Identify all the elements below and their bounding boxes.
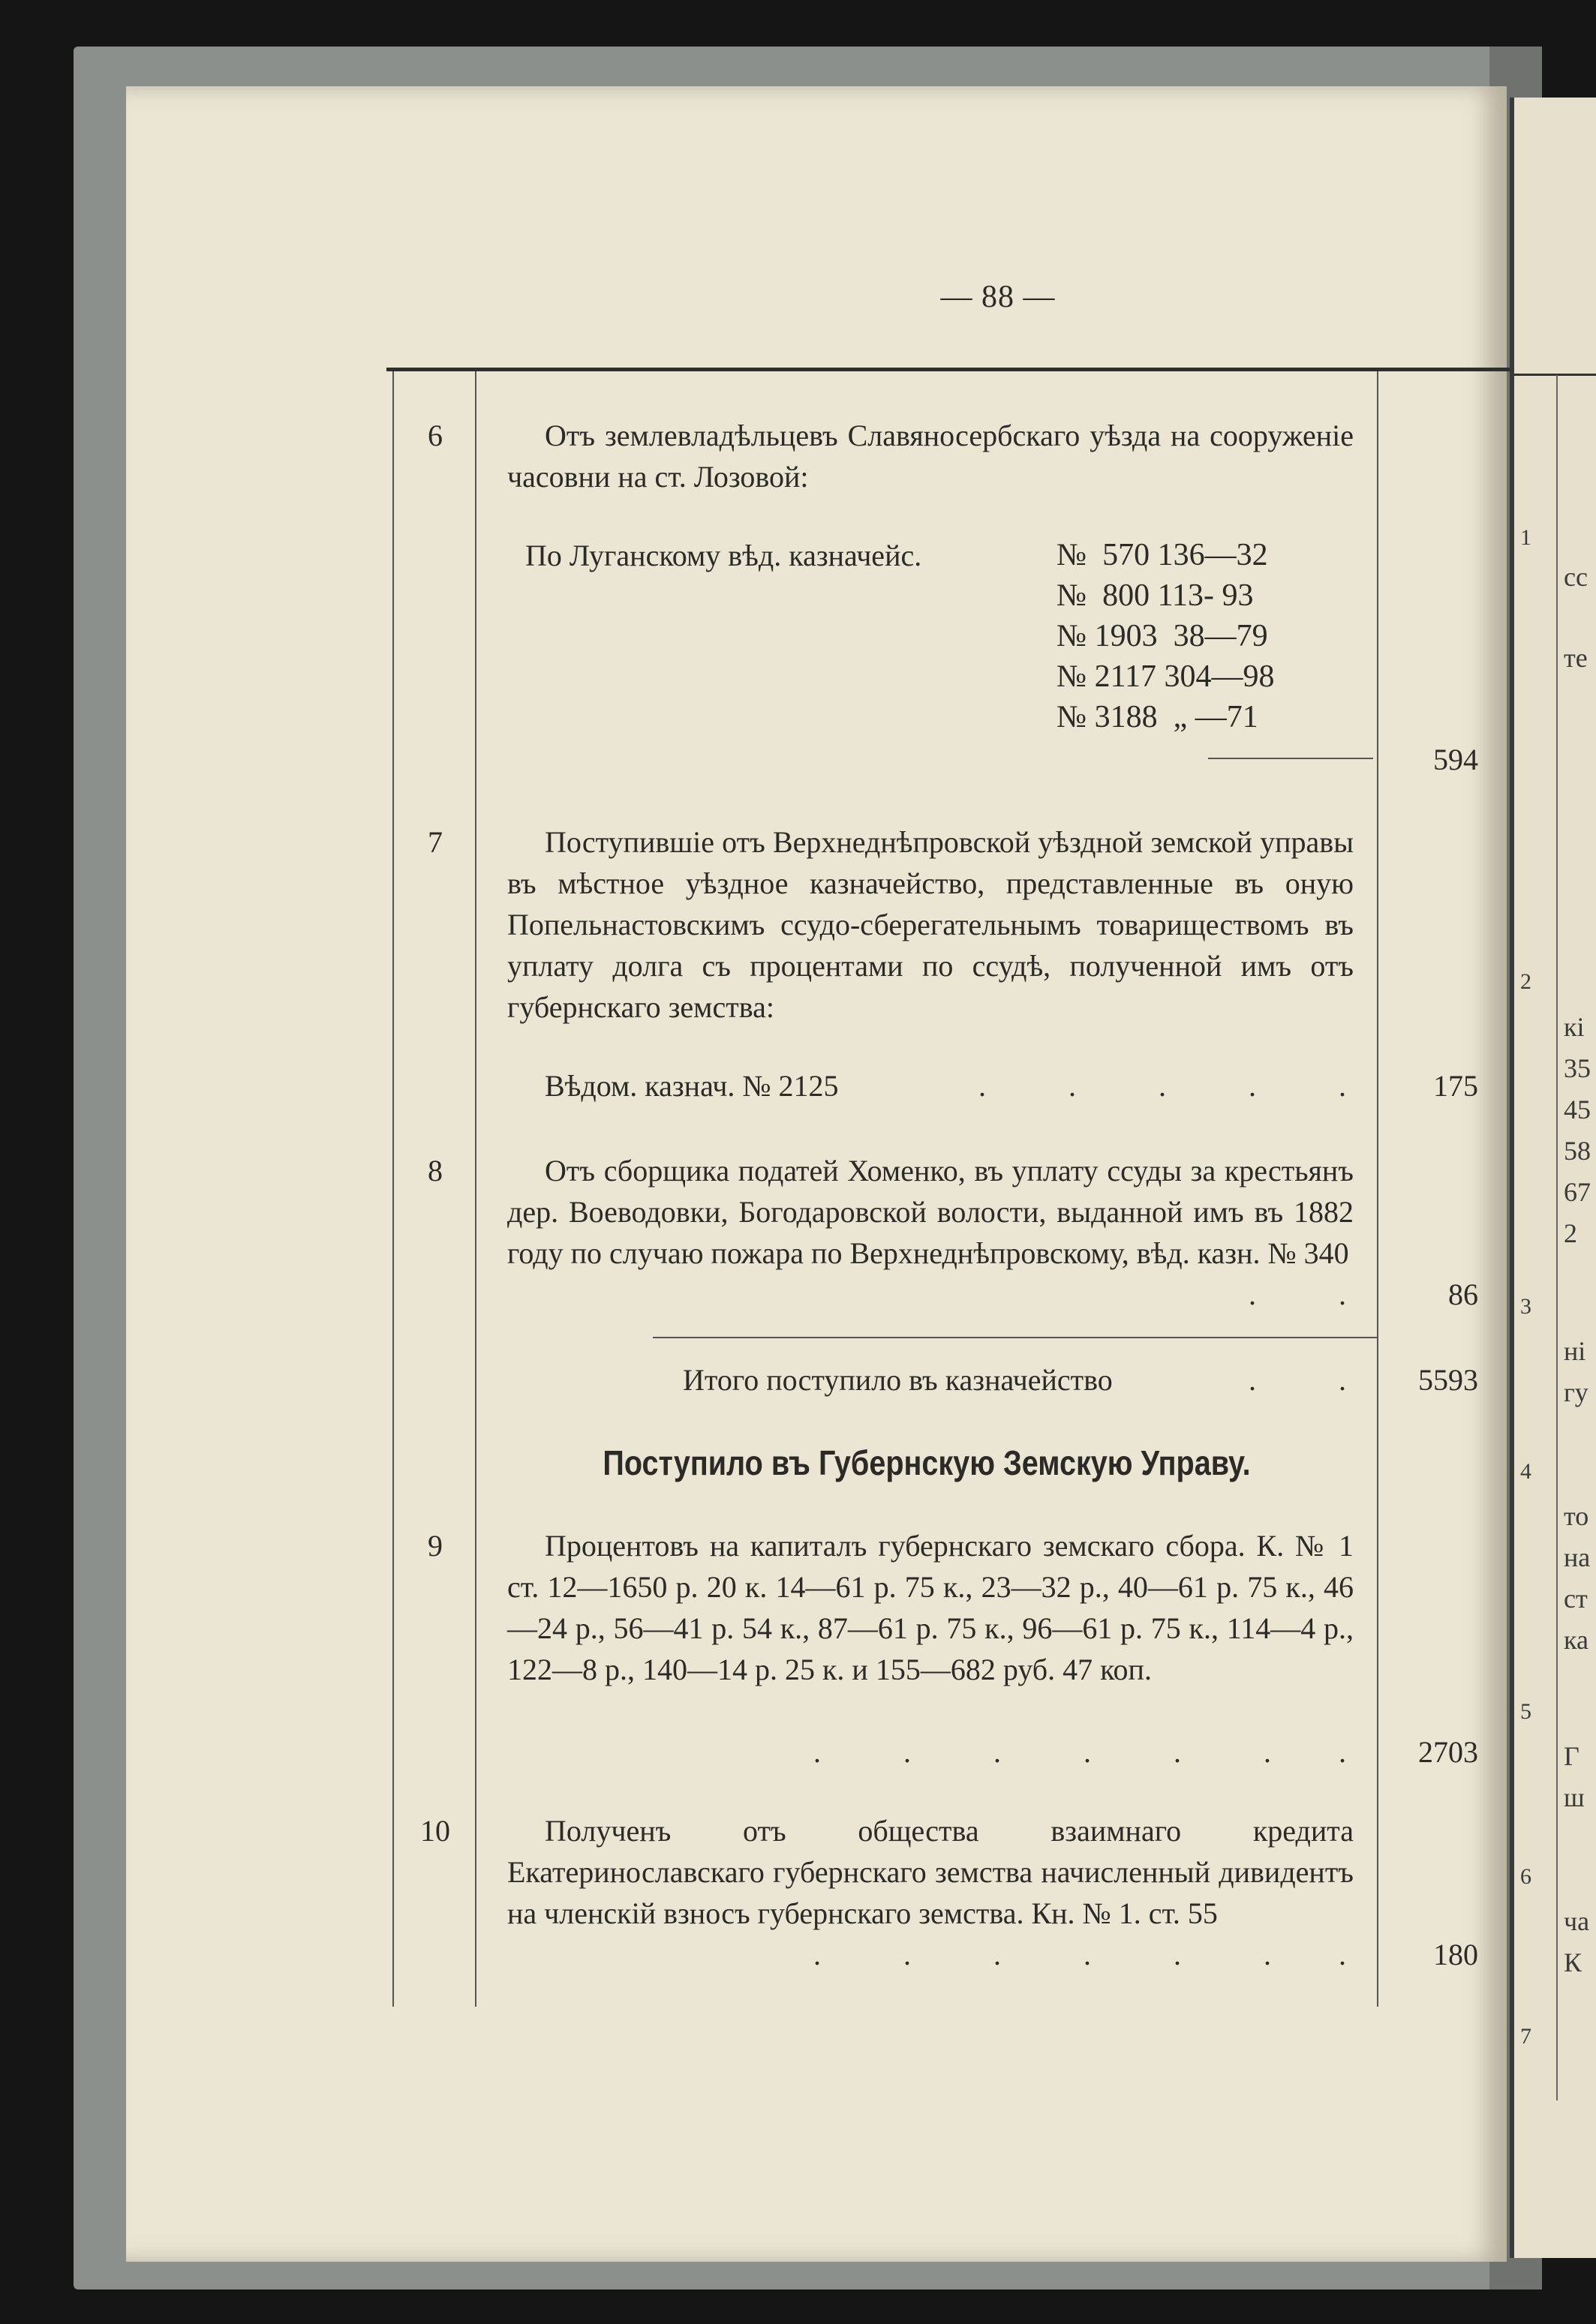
facing-page	[1510, 98, 1596, 2258]
leader-dot: .	[1069, 1069, 1076, 1103]
facing-fragment: те	[1564, 643, 1588, 673]
entry-text	[507, 1810, 1354, 1934]
leader-dot: .	[1084, 1938, 1091, 1971]
entry-number: 9	[428, 1529, 443, 1563]
entry-number: 8	[428, 1154, 443, 1188]
leader-dot: .	[813, 1735, 821, 1769]
leader-dot: .	[1339, 1363, 1346, 1397]
leader-dot: .	[1339, 1069, 1346, 1103]
entry-description: Отъ сборщика податей Хоменко, въ уплату ссуды за крестьянъ дер. Воеводовки, Богодаровской волости, выданной имъ въ 1882 году по случаю пожара по Верхнеднѣпровскому, вѣд. казн. № 340	[507, 1154, 1354, 1270]
facing-number: 7	[1520, 2024, 1531, 2049]
facing-fragment: ні	[1564, 1336, 1586, 1366]
table-top-rule	[386, 368, 1510, 371]
facing-fragment: 45	[1564, 1094, 1591, 1124]
leader-dot: .	[1159, 1069, 1166, 1103]
facing-number: 5	[1520, 1699, 1531, 1724]
entry-text	[507, 821, 1354, 1028]
leader-dot: .	[1339, 1938, 1346, 1971]
leader-dot: .	[1339, 1278, 1346, 1311]
facing-fragment: гу	[1564, 1377, 1588, 1407]
treasury-row: № 570 136—32	[1056, 538, 1268, 572]
leader-dot: .	[1084, 1735, 1091, 1769]
entry-description: Отъ землевладѣльцевъ Славяносербскаго уѣзда на сооруженіе часовни на ст. Лозовой:	[507, 419, 1354, 494]
facing-fragment: на	[1564, 1542, 1591, 1572]
facing-number: 4	[1520, 1459, 1531, 1484]
entry-description: Поступившіе отъ Верхнеднѣпровской уѣздной земской управы въ мѣстное уѣздное казначейство, представленные въ оную Попельнастовскимъ ссудо-сберегательнымъ товариществомъ въ уплату долга съ процентами по ссудѣ, полученной имъ отъ губернскаго земства:	[507, 825, 1354, 1024]
facing-fragment: 2	[1564, 1218, 1577, 1248]
entry-amount: 175	[1433, 1069, 1478, 1103]
facing-fragment: кі	[1564, 1012, 1585, 1042]
facing-fragment: Г	[1564, 1741, 1579, 1771]
leader-dot: .	[1339, 1735, 1346, 1769]
number-column-divider	[475, 371, 476, 2007]
leader-dot: .	[1249, 1278, 1256, 1311]
treasury-row: № 2117 304—98	[1056, 659, 1275, 694]
leader-dot: .	[978, 1069, 986, 1103]
leader-dot: .	[1174, 1938, 1181, 1971]
subtotal-rule	[1208, 758, 1373, 759]
entry-text	[507, 1150, 1354, 1274]
facing-fragment: 35	[1564, 1053, 1591, 1083]
entry-number: 6	[428, 419, 443, 452]
treasury-row: № 800 113- 93	[1056, 578, 1254, 613]
facing-fragment: ка	[1564, 1625, 1588, 1655]
entry-subline-text: Вѣдом. казнач. № 2125	[545, 1069, 839, 1103]
facing-fragment: ча	[1564, 1906, 1590, 1936]
facing-number: 1	[1520, 525, 1531, 550]
facing-fragment: 67	[1564, 1177, 1591, 1207]
leader-dot: .	[813, 1938, 821, 1971]
entry-amount: 2703	[1418, 1735, 1478, 1769]
entry-description: Процентовъ на капиталъ губернскаго земскаго сбора. К. № 1 ст. 12—1650 р. 20 к. 14—61 р. 75 к., 23—32 р., 40—61 р. 75 к., 46—24 р., 56—41 р. 54 к., 87—61 р. 75 к., 96—61 р. 75 к., 114—4 р., 122—8 р., 140—14 р. 25 к. и 155—682 руб. 47 коп.	[507, 1529, 1354, 1686]
facing-fragment: то	[1564, 1501, 1589, 1531]
leader-dot: .	[1249, 1363, 1256, 1397]
total-label: Итого поступило въ казначейство	[683, 1363, 1113, 1397]
total-rule	[653, 1337, 1377, 1338]
treasury-label: По Луганскому вѣд. казначейс.	[525, 539, 922, 572]
facing-fragment: сс	[1564, 562, 1588, 592]
entry-text	[507, 1525, 1354, 1690]
facing-number: 6	[1520, 1864, 1531, 1889]
leader-dot: .	[1174, 1735, 1181, 1769]
facing-page-column-line	[1556, 375, 1558, 2100]
treasury-row: № 3188 „ —71	[1056, 700, 1258, 734]
table-left-border	[392, 371, 394, 2007]
leader-dot: .	[993, 1735, 1001, 1769]
entry-text	[507, 415, 1354, 497]
leader-dot: .	[1249, 1069, 1256, 1103]
leader-dot: .	[993, 1938, 1001, 1971]
entry-subline	[507, 1065, 1354, 1106]
leader-dot: .	[903, 1938, 911, 1971]
entry-amount: 594	[1433, 743, 1478, 776]
facing-fragment: К	[1564, 1947, 1582, 1977]
entry-amount: 86	[1448, 1278, 1478, 1311]
entry-amount: 180	[1433, 1938, 1478, 1971]
facing-fragment: ш	[1564, 1782, 1585, 1812]
facing-number: 2	[1520, 969, 1531, 994]
total-amount: 5593	[1418, 1363, 1478, 1397]
entry-number: 10	[420, 1814, 450, 1848]
facing-page-rule	[1514, 374, 1596, 376]
facing-fragment: 58	[1564, 1136, 1591, 1166]
entry-number: 7	[428, 825, 443, 859]
amount-column-divider	[1377, 371, 1378, 2007]
section-heading: Поступило въ Губернскую Земскую Управу.	[603, 1443, 1251, 1482]
entry-description: Полученъ отъ общества взаимнаго кредита Екатеринославскаго губернскаго земства начисленный дивидентъ на членскій взносъ губернскаго земства. Кн. № 1. ст. 55	[507, 1814, 1354, 1930]
page-number: — 88 —	[940, 280, 1056, 314]
facing-number: 3	[1520, 1294, 1531, 1319]
leader-dot: .	[903, 1735, 911, 1769]
facing-fragment: ст	[1564, 1584, 1588, 1614]
treasury-row: № 1903 38—79	[1056, 619, 1268, 653]
leader-dot: .	[1264, 1938, 1271, 1971]
leader-dot: .	[1264, 1735, 1271, 1769]
